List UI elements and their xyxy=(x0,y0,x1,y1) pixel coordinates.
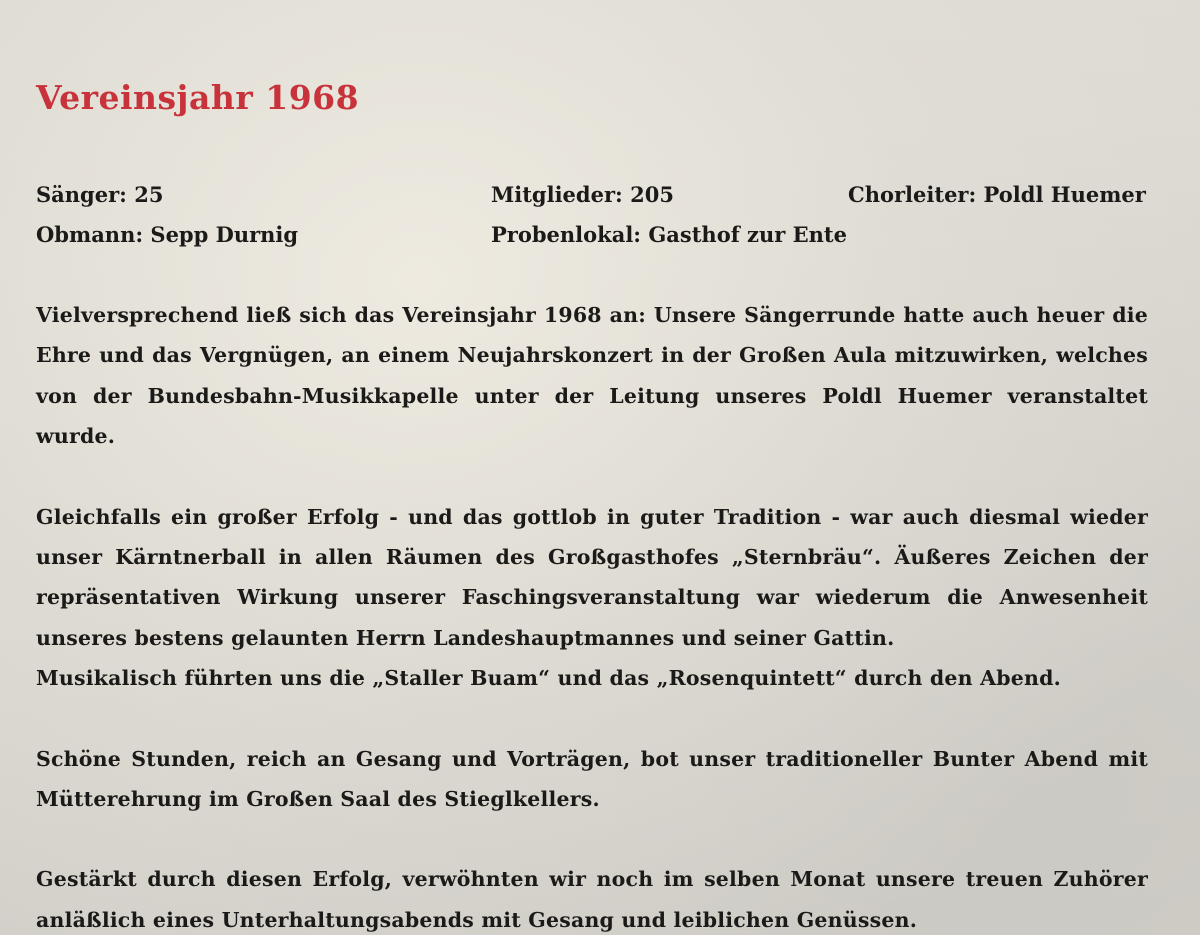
fact-obmann: Obmann: Sepp Durnig xyxy=(36,222,299,247)
paragraph-kaerntnerball-music: Musikalisch führten uns die „Staller Buam“ und das „Rosenquintett“ durch den Abend. xyxy=(36,666,1061,691)
paragraph-kaerntnerball xyxy=(36,497,1148,699)
fact-chorleiter: Chorleiter: Poldl Huemer xyxy=(848,182,1146,207)
paragraph-kaerntnerball-text: Gleichfalls ein großer Erfolg - und das gottlob in guter Tradition - war auch diesmal wieder unser Kärntnerball in allen Räumen des Großgasthofes „Sternbräu“. Äußeres Zeichen der repräsentativen Wirkung unserer Faschingsveranstaltung war wiederum die Anwesenheit unseres bestens gelaunten Herrn Landeshauptmannes und seiner Gattin. xyxy=(36,504,1148,650)
paragraph-neujahrskonzert: Vielversprechend ließ sich das Vereinsjahr 1968 an: Unsere Sängerrunde hatte auch heuer die Ehre und das Vergnügen, an einem Neujahrskonzert in der Großen Aula mitzuwirken, welches von der Bundesbahn-Musikkapelle unter der Leitung unseres Poldl Huemer veranstaltet wurde. xyxy=(36,303,1148,449)
fact-saenger: Sänger: 25 xyxy=(36,182,164,207)
paragraph-bunter-abend: Schöne Stunden, reich an Gesang und Vorträgen, bot unser traditioneller Bunter Abend mit Mütterehrung im Großen Saal des Stieglkellers. xyxy=(36,746,1148,812)
page-title: Vereinsjahr 1968 xyxy=(36,78,360,117)
club-facts xyxy=(36,175,1156,255)
fact-probenlokal: Probenlokal: Gasthof zur Ente xyxy=(491,222,847,247)
body-text xyxy=(36,295,1148,935)
paragraph-unterhaltungsabend: Gestärkt durch diesen Erfolg, verwöhnten wir noch im selben Monat unsere treuen Zuhörer anläßlich eines Unterhaltungsabends mit Gesang und leiblichen Genüssen. xyxy=(36,867,1148,932)
fact-mitglieder: Mitglieder: 205 xyxy=(491,182,674,207)
